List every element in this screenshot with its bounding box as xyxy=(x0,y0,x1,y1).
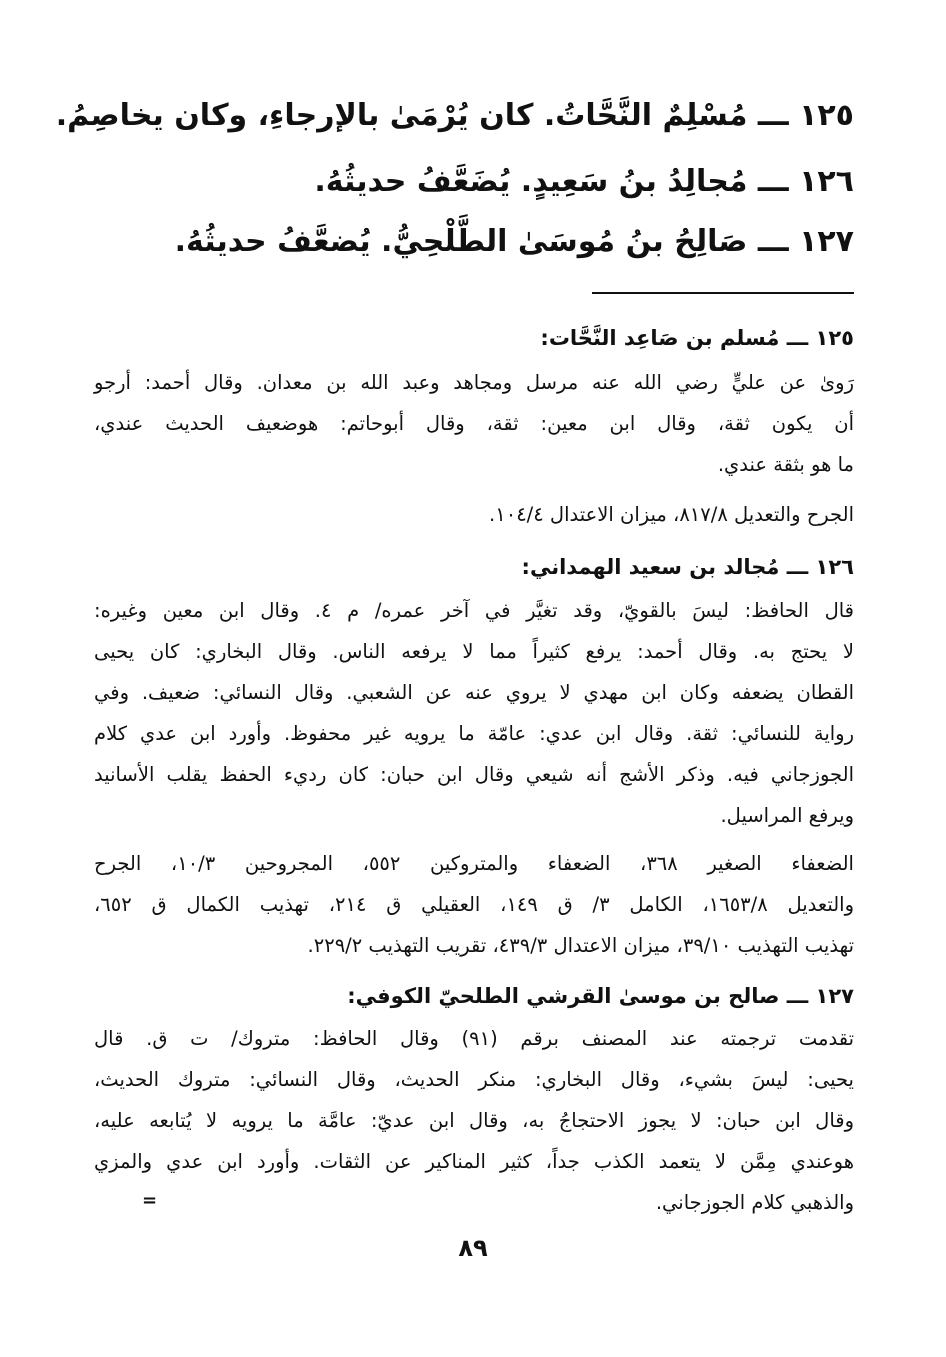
note-heading-127: ١٢٧ ـــ صالح بن موسىٰ القرشي الطلحيّ الكوفي: xyxy=(347,984,854,1008)
note-heading-126: ١٢٦ ـــ مُجالد بن سعيد الهمداني: xyxy=(521,555,854,579)
note-line: رَوىٰ عن عليٍّ رضي الله عنه مرسل ومجاهد وعبد الله بن معدان. وقال أحمد: أرجو xyxy=(94,371,854,394)
entry-127: ١٢٧ ـــ صَالِحُ بنُ مُوسَىٰ الطَّلْحِيُّ. يُضعَّفُ حديثُهُ. xyxy=(174,224,854,259)
note-line: هوعندي مِمَّن لا يتعمد الكذب جداً، كثير المناكير عن الثقات. وأورد ابن عدي والمزي xyxy=(94,1150,854,1173)
note-line: القطان يضعفه وكان ابن مهدي لا يروي عنه عن الشعبي. وقال النسائي: ضعيف. وفي xyxy=(94,681,854,704)
note-line: ما هو بثقة عندي. xyxy=(717,453,854,476)
ref-line: الجرح والتعديل ٨١٧/٨، ميزان الاعتدال ١٠٤/٤. xyxy=(489,503,854,526)
page-number: ٨٩ xyxy=(458,1234,488,1262)
note-line: لا يحتج به. وقال أحمد: يرفع كثيراً مما لا يرفعه الناس. وقال البخاري: كان يحيى xyxy=(94,640,854,663)
ref-line: تهذيب التهذيب ٣٩/١٠، ميزان الاعتدال ٤٣٩/٣، تقريب التهذيب ٢٢٩/٢. xyxy=(307,934,854,957)
note-body-125 xyxy=(94,362,854,485)
note-line: أن يكون ثقة، وقال ابن معين: ثقة، وقال أبوحاتم: هوضعيف الحديث عندي، xyxy=(94,412,854,435)
note-line: تقدمت ترجمته عند المصنف برقم (٩١) وقال الحافظ: متروك/ ت ق. قال xyxy=(94,1027,854,1050)
note-line: الجوزجاني فيه. وذكر الأشج أنه شيعي وقال ابن حبان: كان رديء الحفظ يقلب الأسانيد xyxy=(94,763,854,786)
note-line: والذهبي كلام الجوزجاني. xyxy=(655,1191,854,1214)
continuation-mark: = xyxy=(142,1190,158,1211)
note-body-127 xyxy=(94,1018,854,1223)
note-line: ويرفع المراسيل. xyxy=(720,804,854,827)
entry-126: ١٢٦ ـــ مُجالِدُ بنُ سَعِيدٍ. يُضَعَّفُ حديثُهُ. xyxy=(314,164,854,199)
note-body-126 xyxy=(94,590,854,836)
footnote-divider xyxy=(592,292,854,294)
note-refs-126 xyxy=(94,843,854,966)
note-line: قال الحافظ: ليسَ بالقويّ، وقد تغيَّر في آخر عمره/ م ٤. وقال ابن معين وغيره: xyxy=(94,599,855,622)
note-refs-125 xyxy=(94,494,854,535)
ref-line: والتعديل ١٦٥٣/٨، الكامل ٣/ ق ١٤٩، العقيلي ق ٢١٤، تهذيب الكمال ق ٦٥٢، xyxy=(94,893,854,916)
note-line: رواية للنسائي: ثقة. وقال ابن عدي: عامّة ما يرويه غير محفوظ. وأورد ابن عدي كلام xyxy=(94,722,854,745)
ref-line: الضعفاء الصغير ٣٦٨، الضعفاء والمتروكين ٥٥٢، المجروحين ١٠/٣، الجرح xyxy=(94,852,854,875)
note-line: يحيى: ليسَ بشيء، وقال البخاري: منكر الحديث، وقال النسائي: متروك الحديث، xyxy=(94,1068,854,1091)
note-heading-125: ١٢٥ ـــ مُسلم بن صَاعِد النَّحَّات: xyxy=(540,326,854,350)
entry-125: ١٢٥ ـــ مُسْلِمٌ النَّحَّاتُ. كان يُرْمَىٰ بالإرجاءِ، وكان يخاصِمُ. xyxy=(55,98,854,133)
note-line: وقال ابن حبان: لا يجوز الاحتجاجُ به، وقال ابن عديّ: عامَّة ما يرويه لا يُتابعه عليه، xyxy=(94,1109,854,1132)
